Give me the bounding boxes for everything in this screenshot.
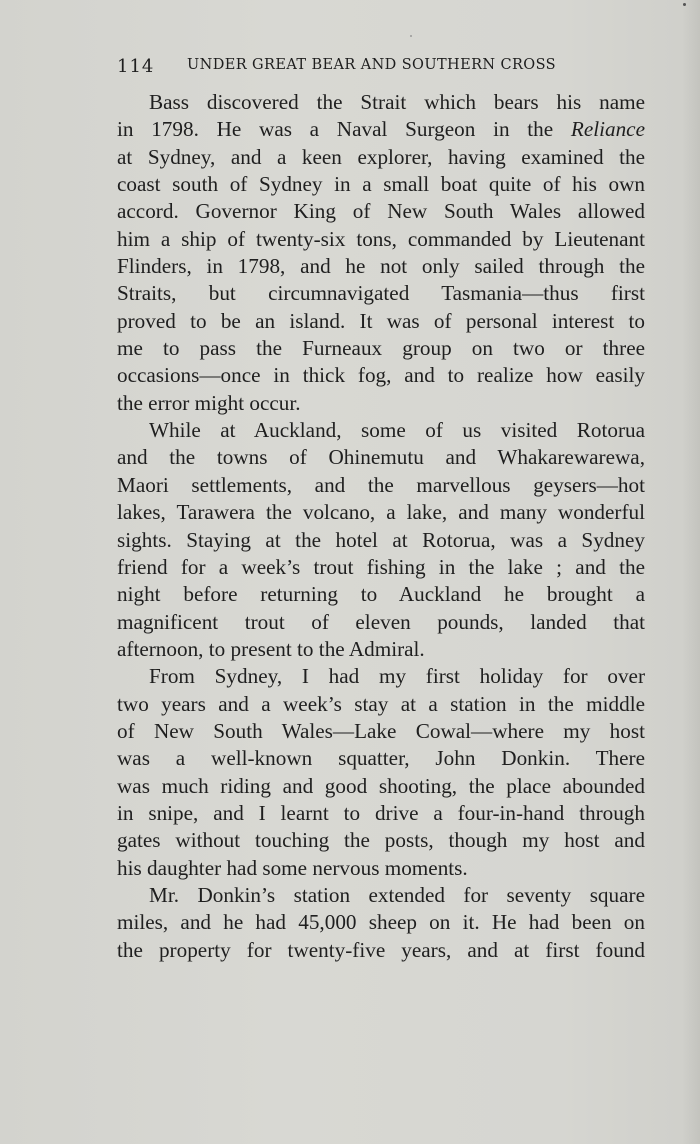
text-line: of New South Wales—Lake Cowal—where my host bbox=[117, 718, 645, 743]
text-line: night before returning to Auckland he brought a bbox=[117, 582, 645, 607]
text-line: the property for twenty-five years, and at first found bbox=[117, 937, 645, 962]
text-line: the error might occur. bbox=[117, 390, 301, 415]
text-line: in snipe, and I learnt to drive a four-in-hand through bbox=[117, 800, 645, 825]
paper-speck bbox=[683, 3, 686, 6]
text-line: afternoon, to present to the Admiral. bbox=[117, 636, 425, 661]
text-line: Flinders, in 1798, and he not only sailed through the bbox=[117, 254, 645, 279]
text-line: me to pass the Furneaux group on two or three bbox=[117, 336, 645, 361]
text-line: accord. Governor King of New South Wales allowed bbox=[117, 199, 645, 224]
text-line: While at Auckland, some of us visited Rotorua bbox=[149, 418, 645, 443]
text-line: and the towns of Ohinemutu and Whakarewarewa, bbox=[117, 445, 645, 470]
text-line: was much riding and good shooting, the place abounded bbox=[117, 773, 645, 798]
text-line: lakes, Tarawera the volcano, a lake, and many wonderful bbox=[117, 500, 645, 525]
running-head bbox=[117, 56, 647, 78]
text-line: at Sydney, and a keen explorer, having examined the bbox=[117, 144, 645, 169]
text-line: Maori settlements, and the marvellous geysers—hot bbox=[117, 472, 645, 497]
text-line: Straits, but circumnavigated Tasmania—thus first bbox=[117, 281, 645, 306]
text-line: was a well-known squatter, John Donkin. There bbox=[117, 746, 645, 771]
text-line: two years and a week’s stay at a station in the middle bbox=[117, 691, 645, 716]
text-line: friend for a week’s trout fishing in the lake ; and the bbox=[117, 554, 645, 579]
text-line: sights. Staying at the hotel at Rotorua, was a Sydney bbox=[117, 527, 645, 552]
text-line: proved to be an island. It was of personal interest to bbox=[117, 308, 645, 333]
paper-speck bbox=[410, 35, 412, 37]
text-line: gates without touching the posts, though my host and bbox=[117, 828, 645, 853]
text-line: his daughter had some nervous moments. bbox=[117, 855, 468, 880]
text-line: miles, and he had 45,000 sheep on it. He had been on bbox=[117, 910, 645, 935]
text-line: in 1798. He was a Naval Surgeon in the Reliance bbox=[117, 117, 645, 142]
text-line: Bass discovered the Strait which bears his name bbox=[149, 90, 645, 114]
text-line: coast south of Sydney in a small boat quite of his own bbox=[117, 172, 645, 197]
text-line: magnificent trout of eleven pounds, landed that bbox=[117, 609, 645, 634]
ship-name: Reliance bbox=[570, 117, 645, 142]
text-line: From Sydney, I had my first holiday for over bbox=[149, 664, 645, 689]
page-edge-shadow bbox=[682, 0, 700, 1144]
text-line: him a ship of twenty-six tons, commanded by Lieutenant bbox=[117, 226, 645, 251]
running-title: UNDER GREAT BEAR AND SOUTHERN CROSS bbox=[187, 57, 556, 73]
text-line: Mr. Donkin’s station extended for seventy square bbox=[149, 882, 645, 907]
page-number: 114 bbox=[117, 56, 155, 77]
text-line: occasions—once in thick fog, and to realize how easily bbox=[117, 363, 645, 388]
body-text bbox=[117, 89, 645, 964]
